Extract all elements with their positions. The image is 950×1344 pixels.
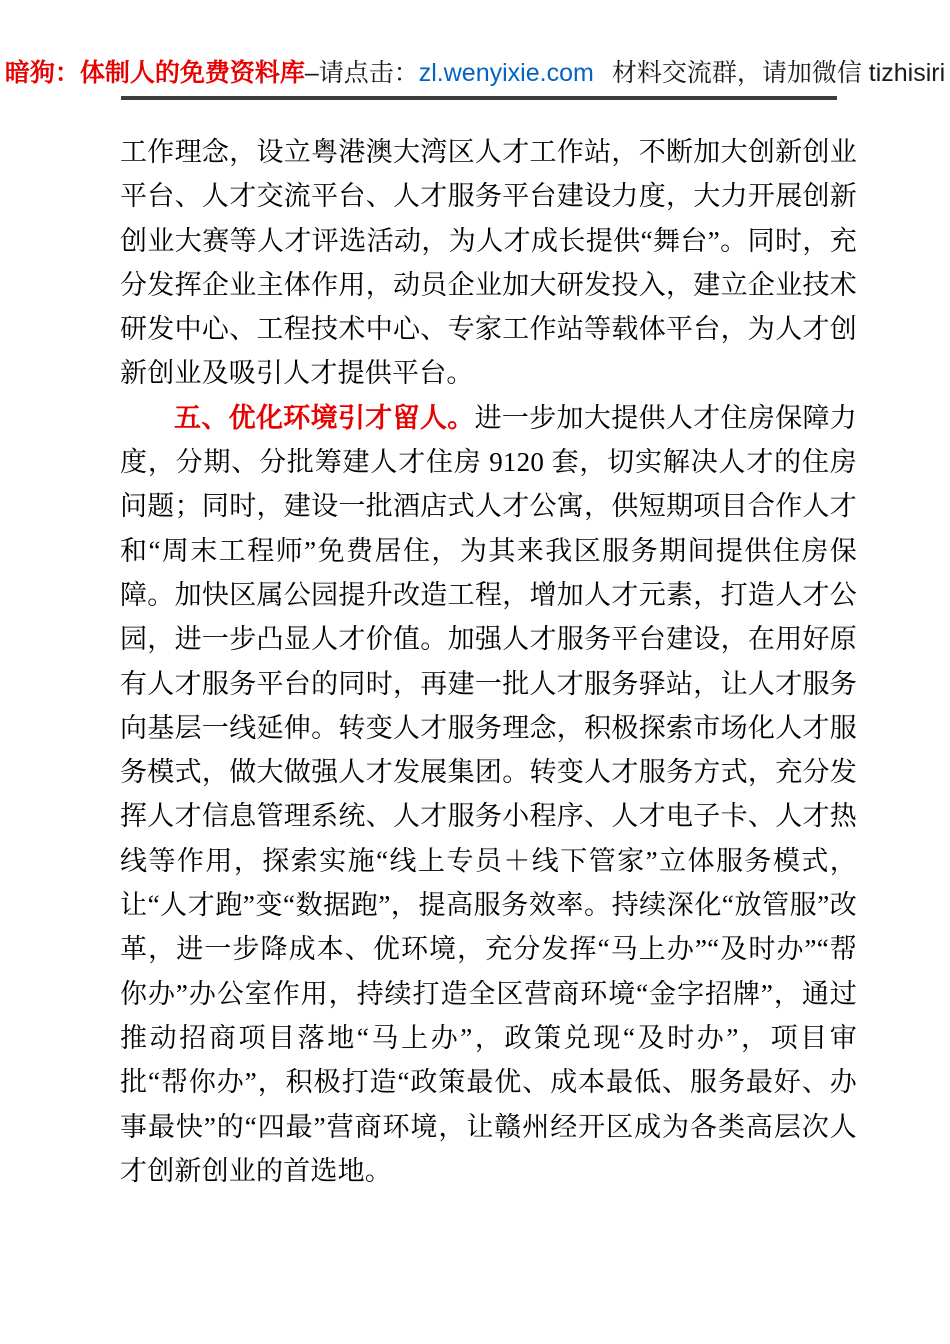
promo-header [0,0,950,89]
paragraph [120,130,857,396]
contact-text: 材料交流群，请加微信 tizhisiri [611,59,946,87]
text-run: 进一步加大提供人才住房保障力度，分期、分批筹建人才住房 9120 套，切实解决人才的住房问题；同时，建设一批酒店式人才公寓，供短期项目合作人才和“周末工程师”免费居住，为其来我区服务期间提供住房保障。加快区属公园提升改造工程，增加人才元素，打造人才公园，进一步凸显人才价值。加强人才服务平台建设，在用好原有人才服务平台的同时，再建一批人才服务驿站，让人才服务向基层一线延伸。转变人才服务理念，积极探索市场化人才服务模式，做大做强人才发展集团。转变人才服务方式，充分发挥人才信息管理系统、人才服务小程序、人才电子卡、人才热线等作用，探索实施“线上专员＋线下管家”立体服务模式，让“人才跑”变“数据跑”，提高服务效率。持续深化“放管服”改革，进一步降成本、优环境，充分发挥“马上办”“及时办”“帮你办”办公室作用，持续打造全区营商环境“金字招牌”，通过推动招商项目落地“马上办”，政策兑现“及时办”，项目审批“帮你办”，积极打造“政策最优、成本最低、服务最好、办事最快”的“四最”营商环境，让赣州经开区成为各类高层次人才创新创业的首选地。 [120,402,857,1186]
document-body [120,130,857,1193]
site-promo-label: 暗狗：体制人的免费资料库 [4,59,305,87]
section-heading: 五、优化环境引才留人。 [174,402,475,433]
header-divider [121,96,837,100]
site-link[interactable]: zl.wenyixie.com [418,59,594,87]
text-run: 工作理念，设立粤港澳大湾区人才工作站，不断加大创新创业平台、人才交流平台、人才服务平台建设力度，大力开展创新创业大赛等人才评选活动，为人才成长提供“舞台”。同时，充分发挥企业主体作用，动员企业加大研发投入，建立企业技术研发中心、工程技术中心、专家工作站等载体平台，为人才创新创业及吸引人才提供平台。 [120,137,857,389]
paragraph [120,396,857,1193]
click-prompt-text: –请点击： [304,59,419,87]
